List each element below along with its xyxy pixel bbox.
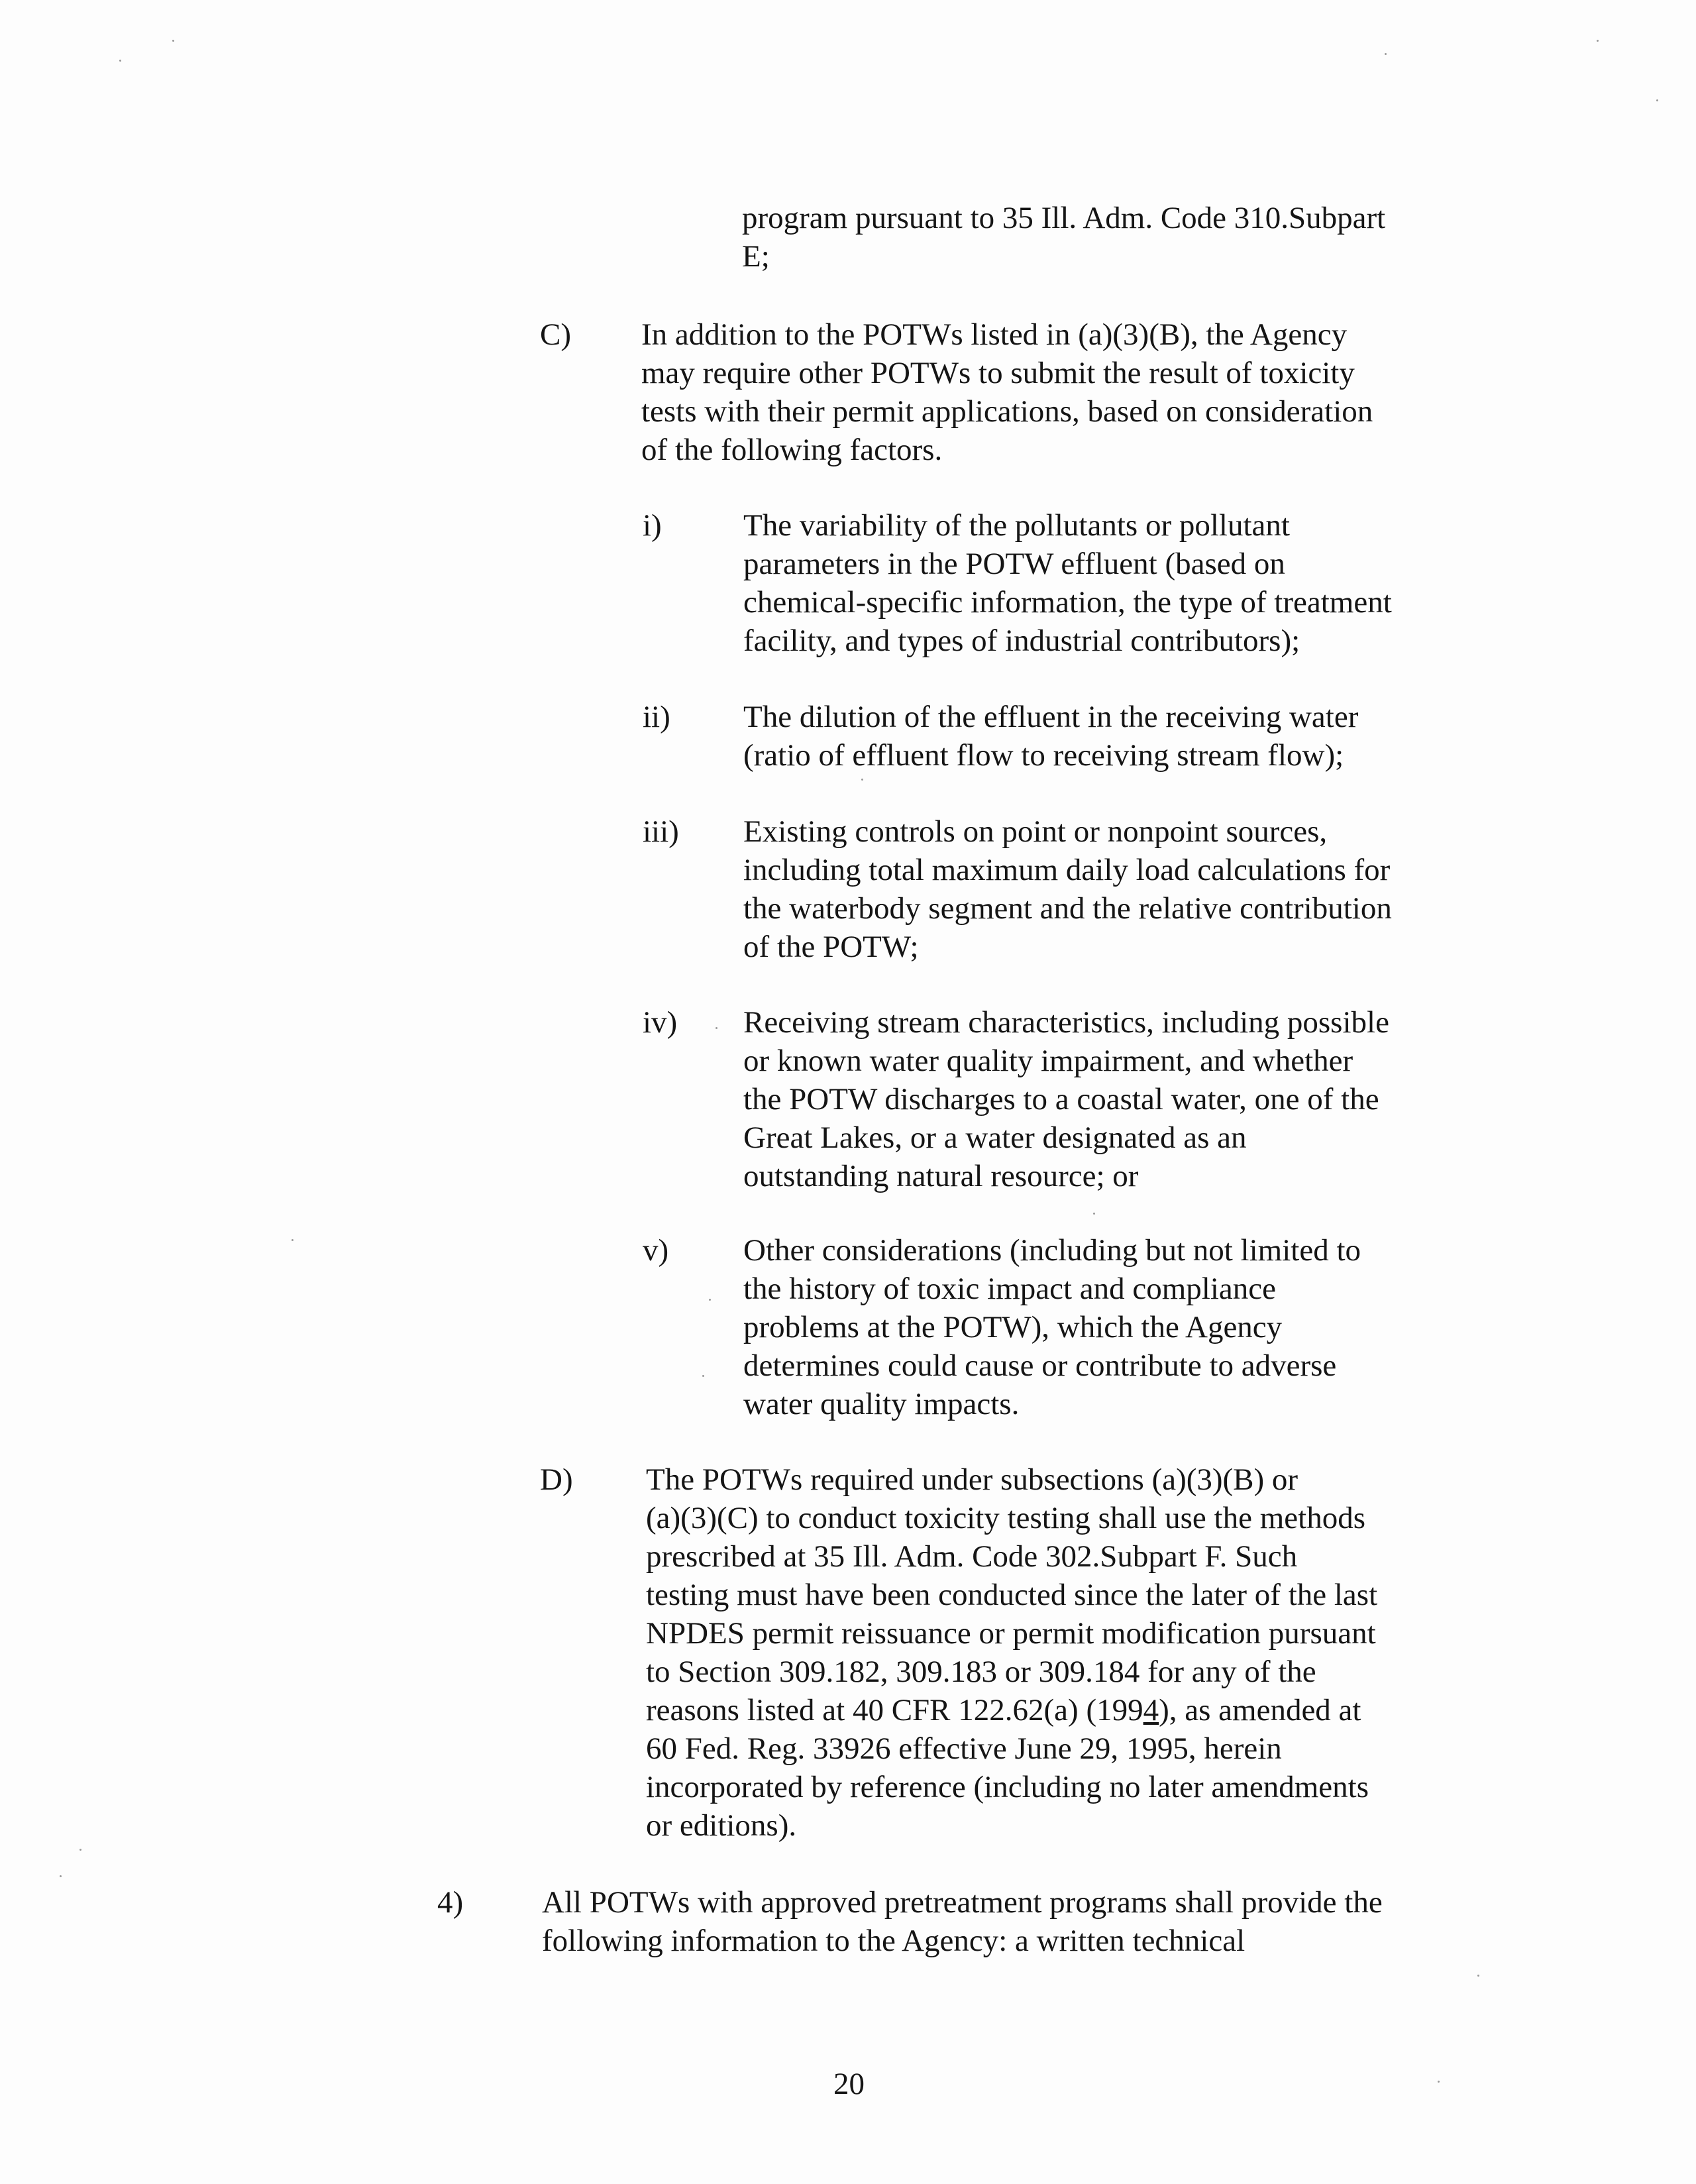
text-segment: ), as amended at bbox=[1159, 1693, 1361, 1727]
text-line: the history of toxic impact and compliance bbox=[743, 1272, 1276, 1306]
text-line: determines could cause or contribute to adverse bbox=[743, 1348, 1337, 1383]
subitem-iv-text bbox=[743, 1003, 1389, 1195]
item-c-label: C) bbox=[540, 317, 571, 352]
scan-speck bbox=[709, 1299, 711, 1301]
text-line: program pursuant to 35 Ill. Adm. Code 310.Subpart bbox=[742, 201, 1386, 235]
text-segment: reasons listed at 40 CFR 122.62(a) (199 bbox=[646, 1693, 1143, 1727]
continuation-text bbox=[742, 199, 1385, 276]
text-line: tests with their permit applications, based on consideration bbox=[641, 394, 1373, 429]
subitem-ii-text bbox=[743, 698, 1358, 775]
underlined-digit: 4 bbox=[1143, 1693, 1159, 1727]
subitem-iii-label: iii) bbox=[643, 814, 679, 849]
subitem-iii-text bbox=[743, 812, 1392, 966]
text-line: outstanding natural resource; or bbox=[743, 1159, 1139, 1193]
text-line: E; bbox=[742, 239, 770, 274]
scan-speck bbox=[702, 1375, 704, 1377]
item-d-text bbox=[646, 1460, 1377, 1845]
text-line: including total maximum daily load calculations for bbox=[743, 853, 1391, 887]
text-line: Great Lakes, or a water designated as an bbox=[743, 1120, 1247, 1155]
text-line: (ratio of effluent flow to receiving stream flow); bbox=[743, 738, 1344, 773]
text-line: 60 Fed. Reg. 33926 effective June 29, 1995, herein bbox=[646, 1731, 1282, 1766]
text-line: facility, and types of industrial contributors); bbox=[743, 624, 1300, 658]
text-line: of the POTW; bbox=[743, 930, 919, 964]
text-line: Other considerations (including but not limited to bbox=[743, 1233, 1361, 1268]
text-line: water quality impacts. bbox=[743, 1387, 1020, 1421]
text-line: The dilution of the effluent in the receiving water bbox=[743, 700, 1359, 734]
scan-speck bbox=[1093, 1213, 1095, 1215]
text-line: or editions). bbox=[646, 1808, 797, 1843]
text-line: may require other POTWs to submit the result of toxicity bbox=[641, 356, 1355, 390]
text-line: (a)(3)(C) to conduct toxicity testing shall use the methods bbox=[646, 1501, 1365, 1535]
text-line bbox=[646, 1691, 1377, 1729]
text-line: parameters in the POTW effluent (based on bbox=[743, 547, 1285, 581]
text-line: of the following factors. bbox=[641, 433, 943, 467]
text-line: NPDES permit reissuance or permit modification pursuant bbox=[646, 1616, 1376, 1651]
text-line: Existing controls on point or nonpoint sources, bbox=[743, 814, 1328, 849]
scan-speck bbox=[80, 1849, 81, 1851]
subitem-i-label: i) bbox=[643, 508, 662, 543]
text-line: to Section 309.182, 309.183 or 309.184 for any of the bbox=[646, 1655, 1316, 1689]
item-4-label: 4) bbox=[437, 1885, 464, 1920]
scan-speck bbox=[1385, 53, 1387, 55]
scan-speck bbox=[1597, 40, 1599, 42]
scan-speck bbox=[292, 1239, 293, 1241]
text-line: chemical-specific information, the type of treatment bbox=[743, 585, 1392, 620]
scan-speck bbox=[861, 779, 863, 781]
text-line: In addition to the POTWs listed in (a)(3)(B), the Agency bbox=[641, 317, 1348, 352]
text-line: prescribed at 35 Ill. Adm. Code 302.Subpart F. Such bbox=[646, 1539, 1298, 1574]
text-line: following information to the Agency: a written technical bbox=[542, 1924, 1246, 1958]
scan-speck bbox=[1438, 2081, 1440, 2083]
text-line: Receiving stream characteristics, including possible bbox=[743, 1005, 1389, 1040]
item-c-text bbox=[641, 315, 1373, 469]
page-number: 20 bbox=[833, 2067, 865, 2101]
subitem-v-label: v) bbox=[643, 1233, 669, 1268]
scan-speck bbox=[1656, 99, 1658, 101]
scan-speck bbox=[119, 60, 121, 62]
subitem-ii-label: ii) bbox=[643, 700, 670, 734]
text-line: testing must have been conducted since the later of the last bbox=[646, 1578, 1378, 1612]
text-line: the POTW discharges to a coastal water, one of the bbox=[743, 1082, 1379, 1117]
subitem-i-text bbox=[743, 506, 1392, 660]
item-4-text bbox=[542, 1883, 1383, 1960]
text-line: The variability of the pollutants or pollutant bbox=[743, 508, 1290, 543]
text-line: or known water quality impairment, and whether bbox=[743, 1044, 1353, 1078]
scan-speck bbox=[172, 40, 174, 42]
subitem-v-text bbox=[743, 1231, 1361, 1423]
scan-speck bbox=[716, 1027, 717, 1029]
scan-speck bbox=[60, 1875, 62, 1877]
subitem-iv-label: iv) bbox=[643, 1005, 678, 1040]
item-d-label: D) bbox=[540, 1462, 573, 1497]
text-line: problems at the POTW), which the Agency bbox=[743, 1310, 1283, 1344]
text-line: All POTWs with approved pretreatment programs shall provide the bbox=[542, 1885, 1383, 1920]
scan-speck bbox=[1477, 1975, 1479, 1977]
text-line: the waterbody segment and the relative contribution bbox=[743, 891, 1392, 926]
text-line: incorporated by reference (including no later amendments bbox=[646, 1770, 1369, 1804]
text-line: The POTWs required under subsections (a)(3)(B) or bbox=[646, 1462, 1298, 1497]
